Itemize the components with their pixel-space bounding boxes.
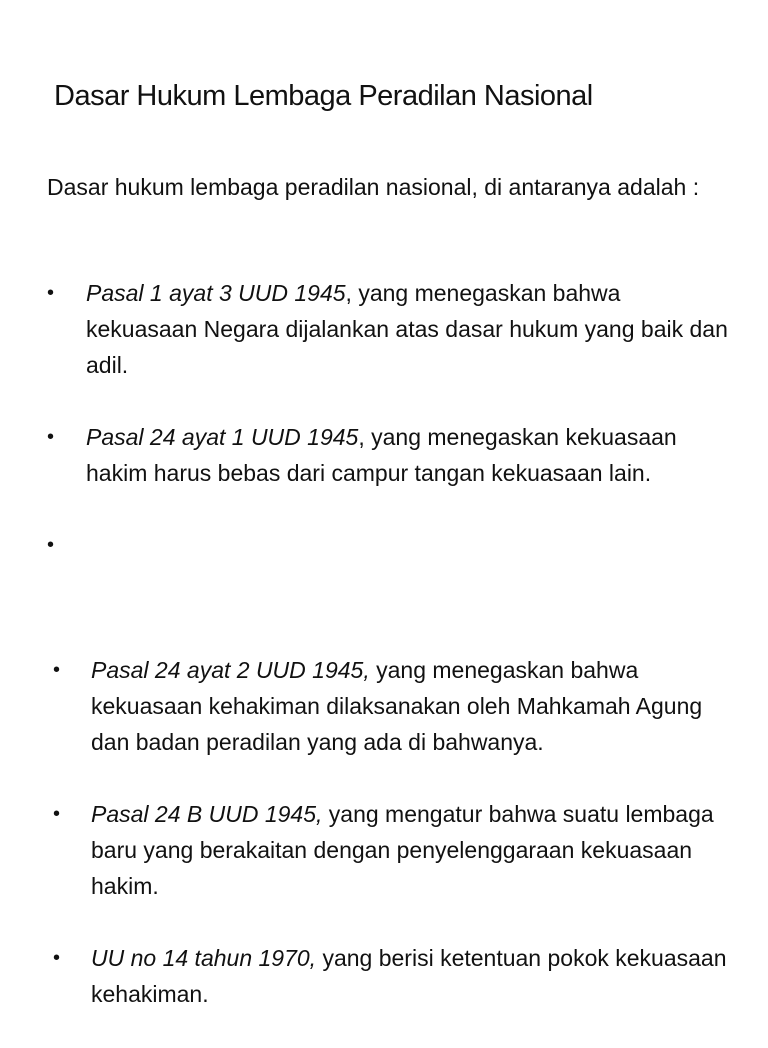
bullet-icon: •: [47, 282, 55, 304]
list-item: [53, 940, 731, 1012]
bullet-icon: •: [47, 534, 55, 556]
bullet-icon: •: [53, 947, 61, 969]
law-description: , yang menegaskan kekuasaan hakim harus bebas dari campur tangan kekuasaan lain.: [86, 424, 677, 486]
slide-title: Dasar Hukum Lembaga Peradilan Nasional: [54, 80, 593, 112]
law-description: yang menegaskan bahwa kekuasaan kehakiman dilaksanakan oleh Mahkamah Agung dan badan peradilan yang ada di bahwanya.: [91, 657, 703, 755]
intro-paragraph: Dasar hukum lembaga peradilan nasional, di antaranya adalah :: [47, 174, 700, 200]
law-description: , yang menegaskan bahwa kekuasaan Negara dijalankan atas dasar hukum yang baik dan adil.: [86, 280, 728, 378]
list-item: [47, 275, 736, 383]
list-item: [47, 419, 736, 491]
law-reference: Pasal 24 B UUD 1945,: [91, 801, 323, 827]
list-item-empty: [47, 527, 736, 563]
bullet-icon: •: [53, 659, 61, 681]
law-reference: Pasal 24 ayat 2 UUD 1945,: [91, 657, 370, 683]
law-description: yang berisi ketentuan pokok kekuasaan kehakiman.: [91, 945, 727, 1007]
list-item: [53, 796, 731, 904]
law-reference: UU no 14 tahun 1970,: [91, 945, 317, 971]
bullet-icon: •: [53, 803, 61, 825]
law-reference: Pasal 24 ayat 1 UUD 1945: [86, 424, 359, 450]
list-item: [53, 652, 731, 760]
bullet-list-1: [47, 275, 736, 599]
law-description: yang mengatur bahwa suatu lembaga baru yang berakaitan dengan penyelenggaraan kekuasaan hakim.: [91, 801, 714, 899]
law-reference: Pasal 1 ayat 3 UUD 1945: [86, 280, 346, 306]
bullet-list-2: [53, 652, 731, 1048]
slide-2: [0, 640, 768, 1024]
bullet-icon: •: [47, 426, 55, 448]
